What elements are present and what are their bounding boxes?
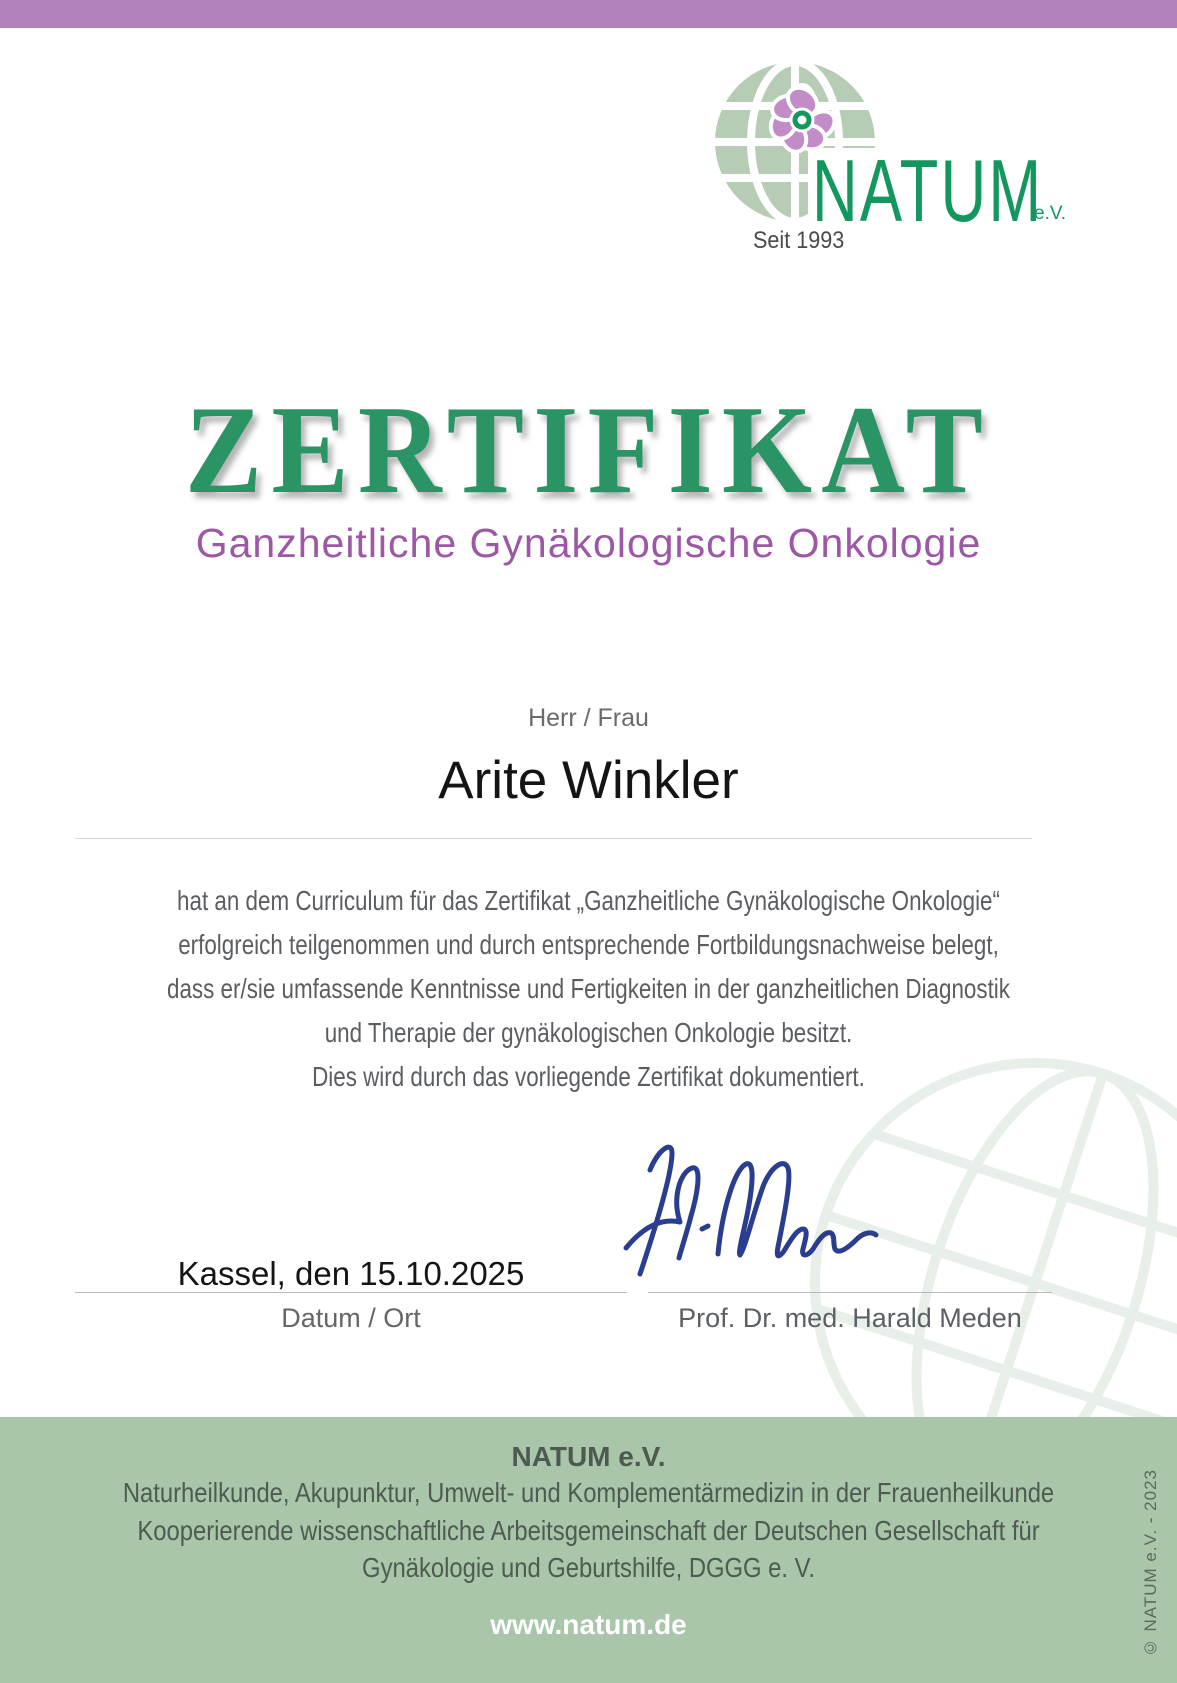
body-line: erfolgreich teilgenommen und durch entsprechende Fortbildungsnachweise belegt, [178,929,999,960]
certificate-subtitle: Ganzheitliche Gynäkologische Onkologie [195,520,982,566]
footer-copyright: © NATUM e.V. - 2023 [1141,1468,1160,1657]
date-place: Kassel, den 15.10.2025 [177,1255,525,1292]
natum-logo [700,56,1100,256]
footer-org: NATUM e.V. [511,1441,666,1472]
signer-name: Prof. Dr. med. Harald Meden [678,1303,1022,1333]
signature-line [648,1292,1052,1293]
date-block [75,1255,627,1293]
brand-text: NATUM [812,142,1044,241]
date-label: Datum / Ort [281,1303,421,1333]
certificate-title: ZERTIFIKAT [184,381,993,520]
certificate-body [0,879,1177,1099]
since-text: Seit 1993 [753,225,845,254]
footer-website: www.natum.de [490,1609,687,1640]
footer [0,1417,1177,1683]
salutation: Herr / Frau [528,704,649,732]
top-accent-bar [0,0,1177,28]
footer-cooperation-line: Gynäkologie und Geburtshilfe, DGGG e. V. [362,1552,815,1583]
body-line: dass er/sie umfassende Kenntnisse und Fertigkeiten in der ganzheitlichen Diagnostik [167,973,1010,1004]
footer-description: Naturheilkunde, Akupunktur, Umwelt- und Komplementärmedizin in der Frauenheilkunde [122,1477,1055,1508]
date-line [75,1292,627,1293]
body-line: hat an dem Curriculum für das Zertifikat „Ganzheitliche Gynäkologische Onkologie“ [177,885,1000,916]
brand-suffix: e.V. [1034,203,1067,224]
signature-script-icon [615,1126,925,1296]
recipient-name: Arite Winkler [438,751,739,810]
body-line: und Therapie der gynäkologischen Onkologie besitzt. [324,1017,853,1048]
name-divider [75,838,1032,839]
body-line: Dies wird durch das vorliegende Zertifikat dokumentiert. [312,1061,865,1092]
footer-cooperation-line: Kooperierende wissenschaftliche Arbeitsgemeinschaft der Deutschen Gesellschaft für [137,1515,1040,1546]
